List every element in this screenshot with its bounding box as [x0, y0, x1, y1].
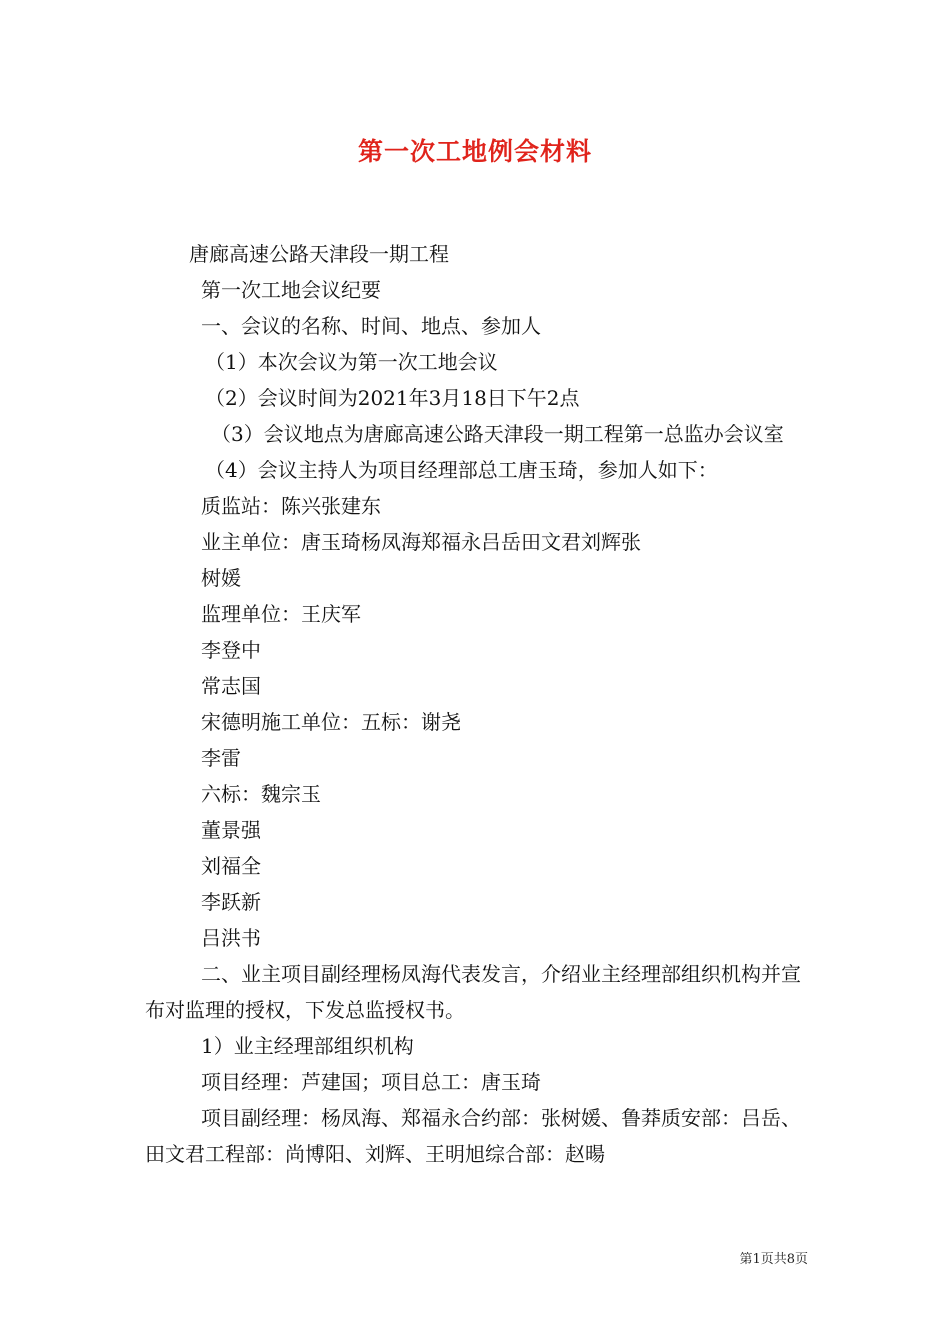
paragraph-item-2: （2）会议时间为2021年3月18日下午2点	[205, 386, 580, 410]
paragraph-item-3: （3）会议地点为唐廊高速公路天津段一期工程第一总监办会议室	[211, 422, 784, 446]
paragraph-section-two: 二、业主项目副经理杨凤海代表发言，介绍业主经理部组织机构并宣布对监理的授权，下发总监授权书。	[145, 962, 801, 1022]
paragraph-project-manager: 项目经理：芦建国；项目总工：唐玉琦	[201, 1070, 541, 1094]
page-number-footer: 第1页共8页	[739, 1252, 808, 1267]
paragraph-org-structure: 1）业主经理部组织机构	[201, 1034, 414, 1058]
paragraph-name: 吕洪书	[201, 926, 261, 950]
paragraph-section-six: 六标：魏宗玉	[201, 782, 321, 806]
paragraph-name: 李登中	[201, 638, 261, 662]
paragraph-project-name: 唐廊高速公路天津段一期工程	[189, 242, 449, 266]
paragraph-section-one: 一、会议的名称、时间、地点、参加人	[201, 314, 541, 338]
paragraph-minutes-title: 第一次工地会议纪要	[201, 278, 381, 302]
paragraph-owner-unit-cont: 树媛	[201, 566, 241, 590]
paragraph-item-1: （1）本次会议为第一次工地会议	[205, 350, 498, 374]
document-title: 第一次工地例会材料	[357, 137, 592, 166]
paragraph-name: 李跃新	[201, 890, 261, 914]
paragraph-name: 董景强	[201, 818, 261, 842]
paragraph-owner-unit: 业主单位：唐玉琦杨凤海郑福永吕岳田文君刘辉张	[201, 530, 641, 554]
paragraph-name: 常志国	[201, 674, 261, 698]
paragraph-deputy-managers: 项目副经理：杨凤海、郑福永合约部：张树媛、鲁莽质安部：吕岳、田文君工程部：尚博阳、刘辉、王明旭综合部：赵暘	[145, 1106, 801, 1166]
paragraph-construction-unit: 宋德明施工单位：五标：谢尧	[201, 710, 461, 734]
paragraph-name: 刘福全	[201, 854, 261, 878]
paragraph-name: 李雷	[201, 746, 241, 770]
document-body	[145, 236, 810, 1172]
paragraph-quality-station: 质监站：陈兴张建东	[201, 494, 381, 518]
paragraph-item-4: （4）会议主持人为项目经理部总工唐玉琦，参加人如下：	[205, 458, 718, 482]
paragraph-supervision-unit: 监理单位：王庆军	[201, 602, 361, 626]
